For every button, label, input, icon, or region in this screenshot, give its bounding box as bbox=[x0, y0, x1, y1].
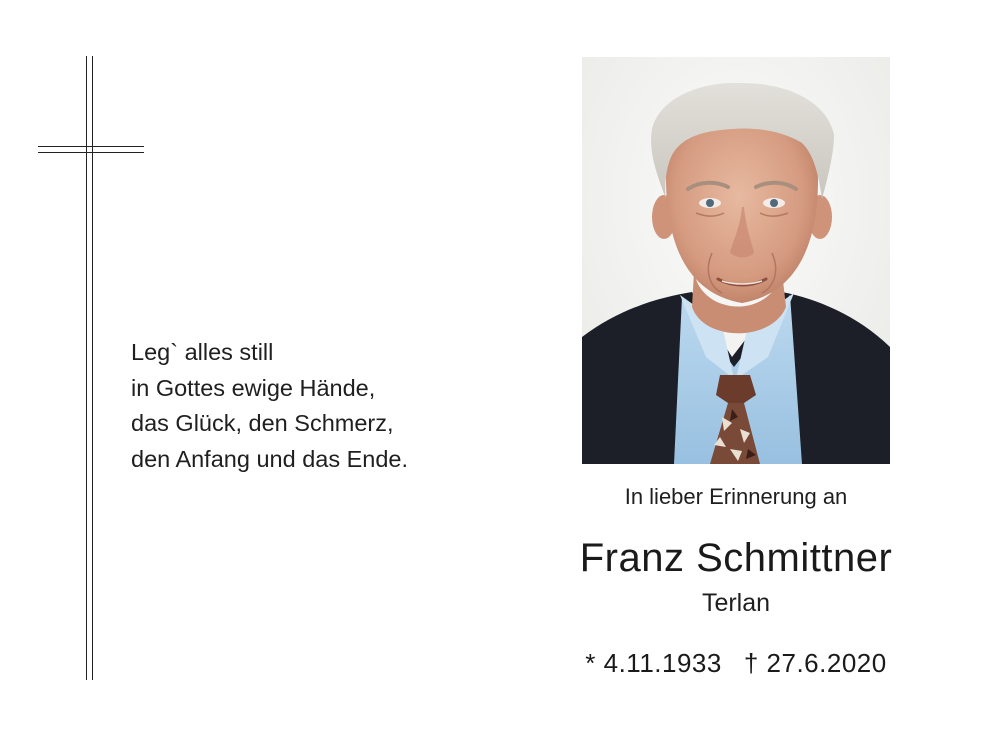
verse bbox=[131, 335, 408, 477]
cross-vertical-line bbox=[86, 56, 87, 680]
death-date: † 27.6.2020 bbox=[743, 648, 887, 678]
memorial-intro: In lieber Erinnerung an bbox=[624, 484, 848, 509]
verse-line: in Gottes ewige Hände, bbox=[131, 374, 376, 401]
birth-date: * 4.11.1933 bbox=[585, 648, 722, 678]
place-name: Terlan bbox=[701, 589, 771, 617]
life-dates bbox=[556, 648, 916, 679]
cross-horizontal-line bbox=[38, 152, 144, 153]
cross-horizontal-line bbox=[38, 146, 144, 147]
verse-line: das Glück, den Schmerz, bbox=[131, 410, 394, 436]
verse-line: Leg` alles still bbox=[131, 339, 274, 365]
verse-line: den Anfang und das Ende. bbox=[131, 445, 409, 472]
deceased-name: Franz Schmittner bbox=[579, 536, 893, 580]
cross-vertical-line bbox=[92, 56, 93, 680]
portrait-photo bbox=[582, 57, 890, 464]
